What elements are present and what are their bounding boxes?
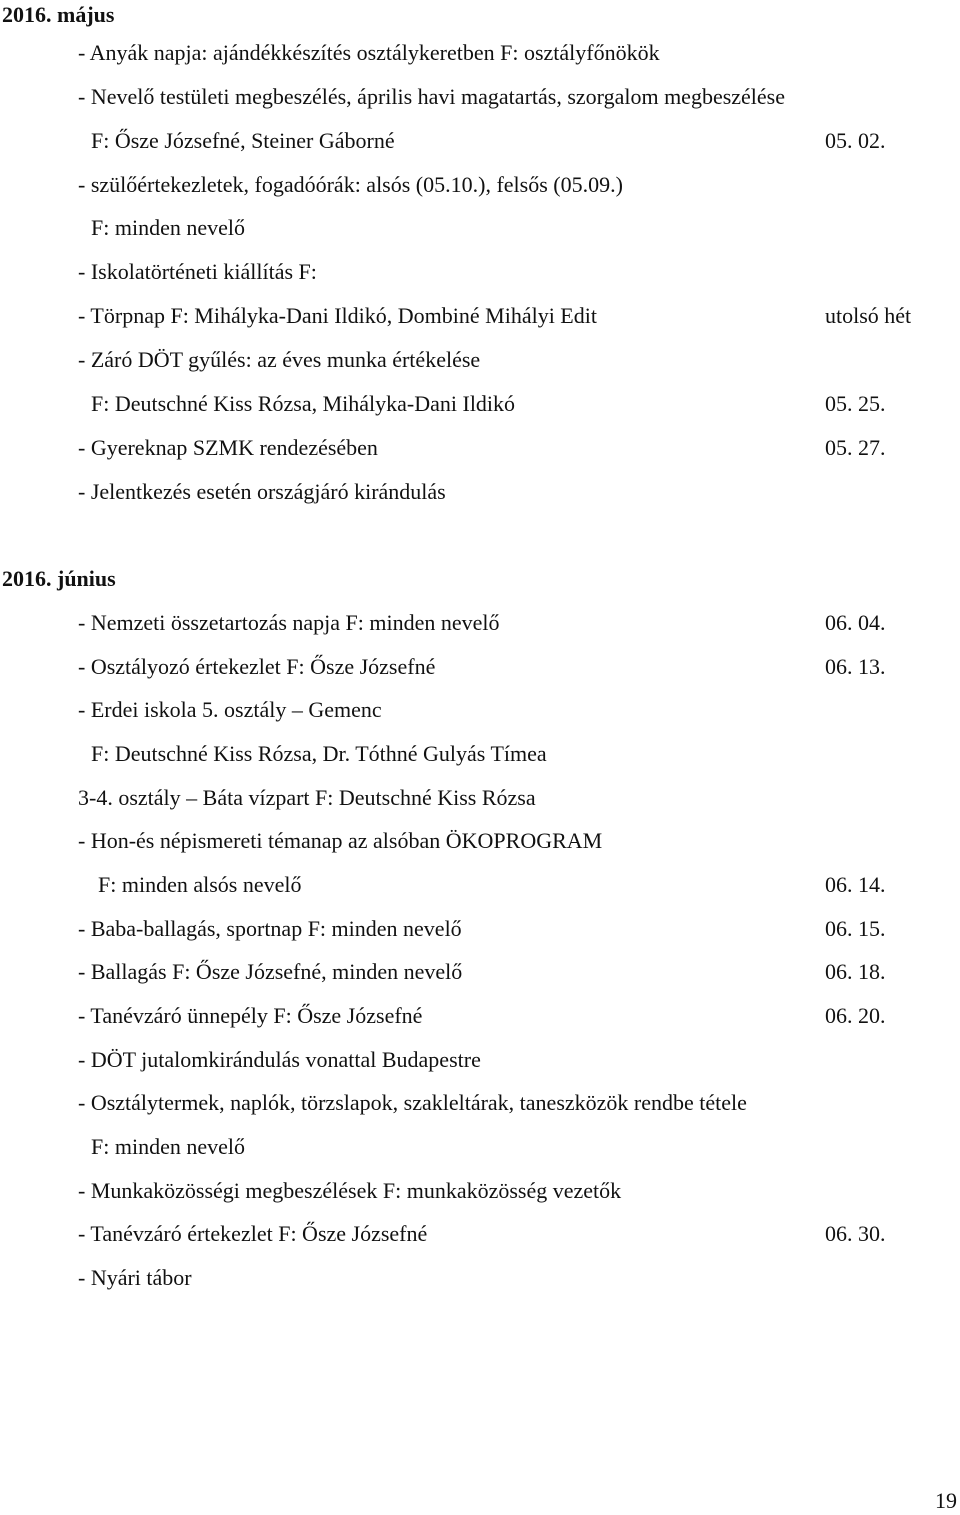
item-date: 06. 13. [825, 654, 886, 679]
page-number: 19 [935, 1488, 957, 1513]
item-text: - Nemzeti összetartozás napja F: minden nevelő [78, 610, 500, 635]
item-text: F: minden alsós nevelő [98, 872, 302, 897]
item-date: 06. 14. [825, 872, 886, 897]
list-item [0, 608, 960, 638]
item-text: F: Ősze Józsefné, Steiner Gáborné [91, 128, 395, 153]
list-item [0, 170, 960, 200]
list-item [0, 213, 960, 243]
item-text: - Tanévzáró értekezlet F: Ősze Józsefné [78, 1221, 428, 1246]
list-item [0, 1219, 960, 1249]
item-text: - Ballagás F: Ősze Józsefné, minden nevelő [78, 959, 463, 984]
item-text: - Nyári tábor [78, 1265, 192, 1290]
item-text: - Munkaközösségi megbeszélések F: munkaközösség vezetők [78, 1178, 622, 1203]
item-text: - DÖT jutalomkirándulás vonattal Budapestre [78, 1047, 481, 1072]
list-item [0, 433, 960, 463]
item-text: - Gyereknap SZMK rendezésében [78, 435, 378, 460]
item-text: - Záró DÖT gyűlés: az éves munka értékelése [78, 347, 481, 372]
list-item [0, 695, 960, 725]
list-item [0, 652, 960, 682]
item-date: 06. 30. [825, 1221, 886, 1246]
section-heading-junius: 2016. június [2, 566, 116, 591]
item-date: 05. 27. [825, 435, 886, 460]
item-text: F: Deutschné Kiss Rózsa, Dr. Tóthné Gulyás Tímea [91, 741, 547, 766]
list-item [0, 345, 960, 375]
item-text: F: minden nevelő [91, 1134, 245, 1159]
item-text: - Iskolatörténeti kiállítás F: [78, 259, 317, 284]
item-text: - Erdei iskola 5. osztály – Gemenc [78, 697, 382, 722]
list-item [0, 826, 960, 856]
list-item [0, 126, 960, 156]
item-date: 05. 25. [825, 391, 886, 416]
list-item [0, 1045, 960, 1075]
list-item [0, 957, 960, 987]
item-text: - Osztályozó értekezlet F: Ősze Józsefné [78, 654, 436, 679]
list-item [0, 82, 960, 112]
item-date: utolsó hét [825, 303, 912, 328]
item-text: - Osztálytermek, naplók, törzslapok, szakleltárak, taneszközök rendbe tétele [78, 1090, 747, 1115]
item-text: - szülőértekezletek, fogadóórák: alsós (05.10.), felsős (05.09.) [78, 172, 623, 197]
list-item [0, 870, 960, 900]
item-text: F: Deutschné Kiss Rózsa, Mihályka-Dani Ildikó [91, 391, 516, 416]
list-item [0, 1088, 960, 1118]
list-item [0, 1263, 960, 1293]
item-text: - Baba-ballagás, sportnap F: minden nevelő [78, 916, 462, 941]
item-date: 06. 18. [825, 959, 886, 984]
list-item [0, 783, 960, 813]
item-text: - Nevelő testületi megbeszélés, április havi magatartás, szorgalom megbeszélése [78, 84, 786, 109]
item-text: - Törpnap F: Mihályka-Dani Ildikó, Dombiné Mihályi Edit [78, 303, 597, 328]
list-item [0, 914, 960, 944]
item-date: 06. 20. [825, 1003, 886, 1028]
list-item [0, 389, 960, 419]
item-text: - Tanévzáró ünnepély F: Ősze Józsefné [78, 1003, 423, 1028]
list-item [0, 301, 960, 331]
item-text: - Hon-és népismereti témanap az alsóban ÖKOPROGRAM [78, 828, 603, 853]
item-date: 06. 04. [825, 610, 886, 635]
list-item [0, 1176, 960, 1206]
list-item [0, 739, 960, 769]
item-text: - Jelentkezés esetén országjáró kirándulás [78, 479, 446, 504]
item-date: 06. 15. [825, 916, 886, 941]
list-item [0, 1132, 960, 1162]
list-item [0, 1001, 960, 1031]
section-heading-majus: 2016. május [2, 2, 115, 27]
list-item [0, 38, 960, 68]
item-text: F: minden nevelő [91, 215, 245, 240]
list-item [0, 477, 960, 507]
item-text: 3-4. osztály – Báta vízpart F: Deutschné Kiss Rózsa [78, 785, 536, 810]
item-text: - Anyák napja: ajándékkészítés osztálykeretben F: osztályfőnökök [78, 40, 660, 65]
list-item [0, 257, 960, 287]
item-date: 05. 02. [825, 128, 886, 153]
